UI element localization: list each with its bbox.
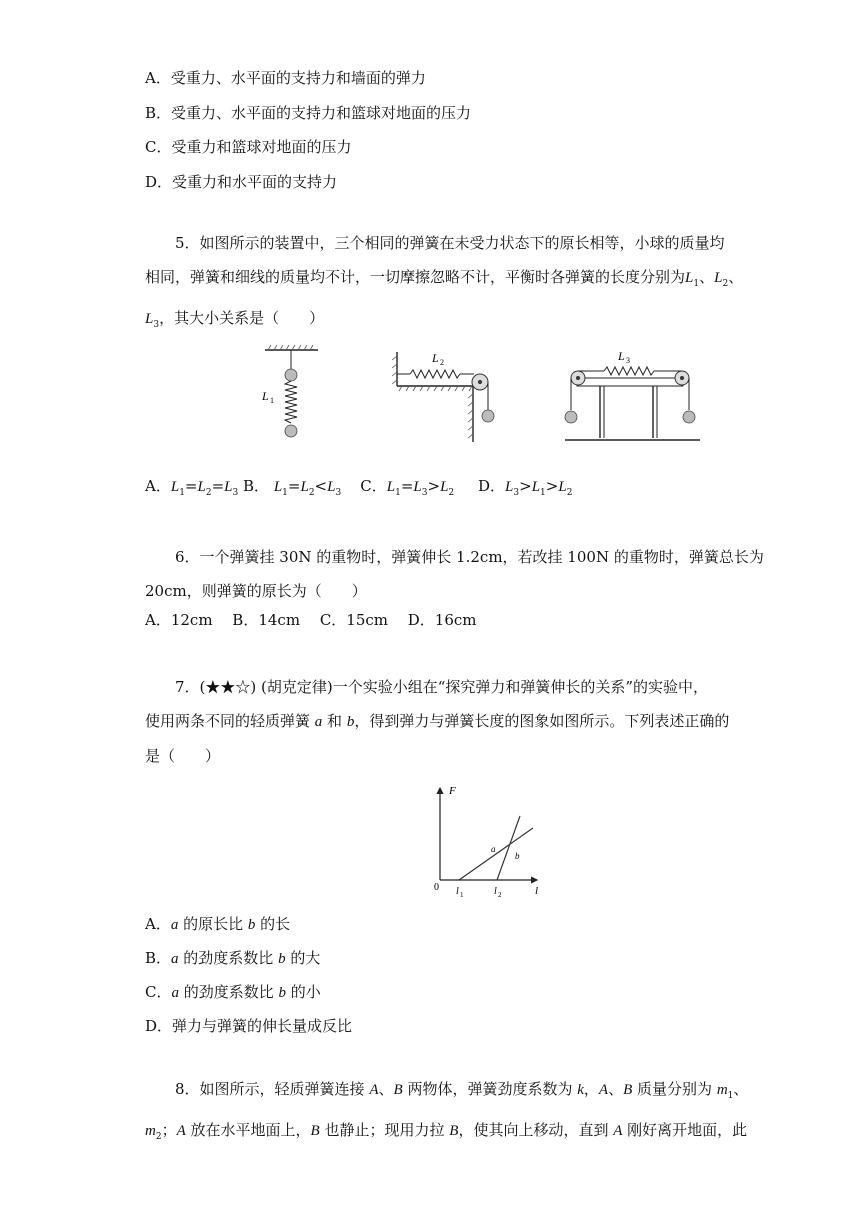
q7-tick-l1: l <box>456 886 459 897</box>
q6-stem: 6．一个弹簧挂 30N 的重物时，弹簧伸长 1.2cm，若改挂 100N 的重物时，弹簧总长为 20cm，则弹簧的原长为（ ） <box>145 548 764 600</box>
q7-origin: 0 <box>434 882 439 893</box>
q5-device-3 <box>565 349 700 440</box>
q5-label-l3: L <box>618 349 625 363</box>
q7-option-b: B．a 的劲度系数比 b 的大 <box>145 949 321 967</box>
q4-option-b: B．受重力、水平面的支持力和篮球对地面的压力 <box>145 104 472 122</box>
q5-label-l1: L <box>262 389 269 403</box>
q7-tick-l2: l <box>494 886 497 897</box>
q8-stem: 8．如图所示，轻质弹簧连接 A、B 两物体，弹簧劲度系数为 k，A、B 质量分别为 $m_1$、 $m_2$；A 放在水平地面上，B 也静止；现用力拉 B，使其向上移动，直到 A 刚好离开地面，此 <box>145 1080 749 1142</box>
q7-force-length-graph <box>425 782 555 902</box>
q5-options: A．$L_1=L_2=L_3$ B． $L_1=L_2<L_3$ C．$L_1=L_3>L_2$ D．$L_3>L_1>L_2$ <box>145 477 573 498</box>
svg-text:2: 2 <box>440 358 444 367</box>
q7-stem: 7．(★★☆) (胡克定律)一个实验小组在“探究弹力和弹簧伸长的关系”的实验中， 使用两条不同的轻质弹簧 a 和 b，得到弹力与弹簧长度的图象如图所示。下列表述正确的 是（ ） <box>145 678 730 765</box>
svg-text:1: 1 <box>460 891 464 899</box>
svg-text:1: 1 <box>270 396 274 405</box>
svg-text:3: 3 <box>626 356 630 365</box>
q7-y-label: F <box>449 785 456 797</box>
q7-option-d: D．弹力与弹簧的伸长量成反比 <box>145 1017 353 1035</box>
q5-device-2 <box>392 351 494 442</box>
q5-spring-figure <box>260 342 700 452</box>
q7-x-label: l <box>535 885 539 897</box>
q7-line-a <box>459 828 533 880</box>
q5-label-l2: L <box>432 351 439 365</box>
q7-line-a-label: a <box>491 844 496 854</box>
q4-option-d: D．受重力和水平面的支持力 <box>145 173 338 191</box>
q7-line-b-label: b <box>515 851 520 861</box>
q5-stem: 5．如图所示的装置中，三个相同的弹簧在未受力状态下的原长相等，小球的质量均 相同，弹簧和细线的质量均不计，一切摩擦忽略不计，平衡时各弹簧的长度分别为$L_1$、$L_2$、 $L_3$，其大小关系是（ ） <box>145 234 744 330</box>
q4-option-a: A．受重力、水平面的支持力和墙面的弹力 <box>145 69 426 87</box>
q6-options: A．12cm B．14cm C．15cm D．16cm <box>145 611 477 629</box>
q7-option-a: A．a 的原长比 b 的长 <box>145 915 291 933</box>
svg-text:2: 2 <box>498 891 502 899</box>
q5-device-1 <box>261 345 318 437</box>
q4-option-c: C．受重力和篮球对地面的压力 <box>145 138 352 156</box>
q7-option-c: C．a 的劲度系数比 b 的小 <box>145 983 321 1001</box>
q7-line-b <box>497 816 520 880</box>
